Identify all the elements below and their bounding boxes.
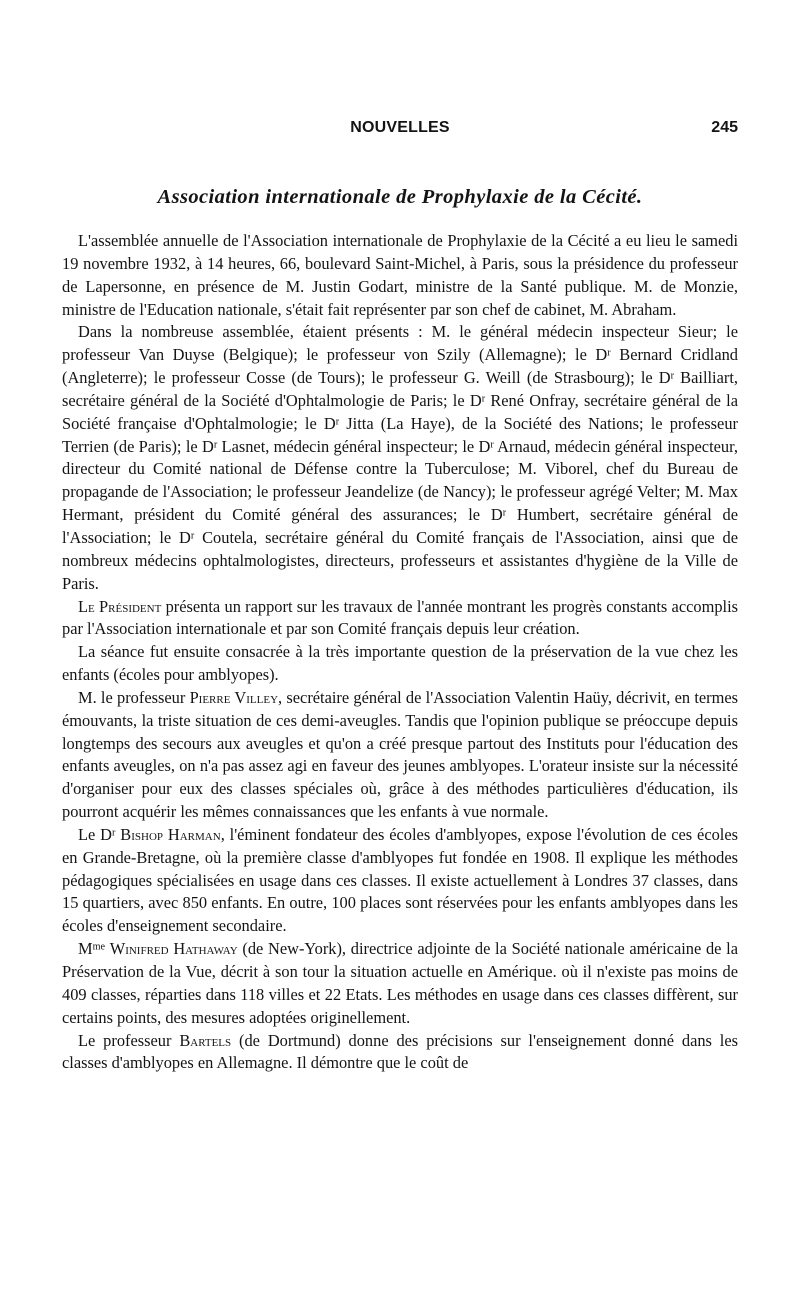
running-head: NOUVELLES [350, 119, 450, 136]
text-run: Humbert, secrétaire général de l'Association; le D [62, 505, 738, 547]
small-caps-name: Le Président [78, 596, 162, 616]
text-run: (de Dortmund) donne des précisions sur l'enseignement donné dans les classes d'amblyopes en Allemagne. Il démontre que le coût de [62, 1030, 738, 1073]
superscript-abbrev: r [213, 439, 218, 451]
text-run: Jitta (La Haye), de la Société des Nations; le professeur Terrien (de Paris); le D [62, 413, 738, 456]
text-run: (de New-York), directrice adjointe de la Société nationale américaine de la Préservation de la Vue, décrit à son tour la situation actuelle en Amérique. où il n'existe pas moins de 409 classes, réparties dans 118 villes et 22 Etats. Les méthodes en usage dans ces classes diffèrent, sur certains points, des mesures adoptées originellement. [62, 939, 738, 1027]
paragraph [62, 938, 738, 1029]
text-run: , secrétaire général de l'Association Valentin Haüy, décrivit, en termes émouvants, la triste situation de ces demi-aveugles. Tandis que l'opinion publique se préoccupe depuis longtemps des secours aux aveugles et qu'on a créé presque partout des Instituts pour l'éducation des enfants aveugles, on n'a pas assez agi en faveur des jeunes amblyopes. L'orateur insiste sur la nécessité d'organiser pour eux des classes spéciales où, grâce à des méthodes particulières d'éducation, ils pourront acquérir les mêmes connaissances que les enfants à vue normale. [62, 687, 739, 822]
article-body [62, 230, 738, 1075]
text-run: , l'éminent fondateur des écoles d'amblyopes, expose l'évolution de ces écoles en Grande-Bretagne, où la première classe d'amblyopes fut fondée en 1908. Il explique les méthodes pédagogiques spécialisées en usage dans ces classes. Il existe actuellement à Londres 37 classes, dans 15 quartiers, avec 850 enfants. En outre, 100 places sont réservées pour les enfants amblyopes dans les écoles d'enseignement secondaire. [62, 824, 739, 936]
small-caps-name: Bartels [179, 1030, 232, 1050]
superscript-abbrev: r [670, 370, 675, 382]
text-run: Coutela, secrétaire général du Comité français de l'Association, ainsi que de nombreux médecins ophtalmologistes, directeurs, professeurs et assistantes d'hygiène de la Ville de Paris. [62, 527, 738, 593]
text-run: René Onfray, secrétaire général de la Société française d'Ophtalmologie; le D [62, 390, 738, 433]
superscript-abbrev: r [335, 416, 340, 428]
text-run: M. le professeur [78, 687, 190, 707]
paragraph [62, 641, 738, 687]
page-header [62, 119, 738, 145]
text-run: Bernard Cridland (Angleterre); le professeur Cosse (de Tours); le professeur G. Weill (de Strasbourg); le D [62, 345, 738, 388]
article-title: Association internationale de Prophylaxie de la Cécité. [157, 186, 643, 208]
text-run: La séance fut ensuite consacrée à la très importante question de la préservation de la vue chez les enfants (écoles pour amblyopes). [62, 642, 738, 685]
text-run: M [78, 939, 93, 959]
superscript-abbrev: me [92, 941, 105, 953]
small-caps-name: Winifred Hathaway [109, 939, 238, 959]
superscript-abbrev: r [490, 439, 494, 451]
paragraph [62, 321, 738, 595]
paragraph [62, 1030, 738, 1076]
paragraph [62, 596, 738, 642]
superscript-abbrev: r [112, 827, 116, 839]
paragraph [62, 687, 738, 824]
superscript-abbrev: r [502, 507, 507, 519]
text-run: Lasnet, médecin général inspecteur; le D [217, 436, 491, 456]
paragraph [62, 230, 738, 321]
text-run: Bailliart, secrétaire général de la Société d'Ophtalmologie de Paris; le D [62, 368, 738, 410]
superscript-abbrev: r [481, 393, 486, 405]
superscript-abbrev: r [190, 530, 195, 542]
text-run: présenta un rapport sur les travaux de l'année montrant les progrès constants accomplis par l'Association internationale et par son Comité français depuis leur création. [62, 596, 739, 639]
text-run: Le professeur [78, 1030, 180, 1050]
text-run: Dans la nombreuse assemblée, étaient présents : M. le général médecin inspecteur Sieur; le professeur Van Duyse (Belgique); le professeur von Szily (Allemagne); le D [62, 322, 738, 365]
small-caps-name: Bishop Harman [120, 824, 221, 844]
text-run: Le D [78, 824, 113, 844]
paragraph [62, 824, 738, 938]
page-number: 245 [711, 119, 738, 136]
text-run: L'assemblée annuelle de l'Association internationale de Prophylaxie de la Cécité a eu lieu le samedi 19 novembre 1932, à 14 heures, 66, boulevard Saint-Michel, à Paris, sous la présidence du professeur de Lapersonne, en présence de M. Justin Godart, ministre de la Santé publique. M. de Monzie, ministre de l'Education nationale, s'était fait représenter par son chef de cabinet, M. Abraham. [62, 231, 738, 319]
small-caps-name: Pierre Villey [189, 687, 279, 707]
text-run: Arnaud, médecin général inspecteur, directeur du Comité national de Défense contre la Tuberculose; M. Viborel, chef du Bureau de propagande de l'Association; le professeur Jeandelize (de Nancy); le professeur agrégé Velter; M. Max Hermant, président du Comité général des assurances; le D [62, 436, 738, 525]
superscript-abbrev: r [607, 347, 611, 359]
